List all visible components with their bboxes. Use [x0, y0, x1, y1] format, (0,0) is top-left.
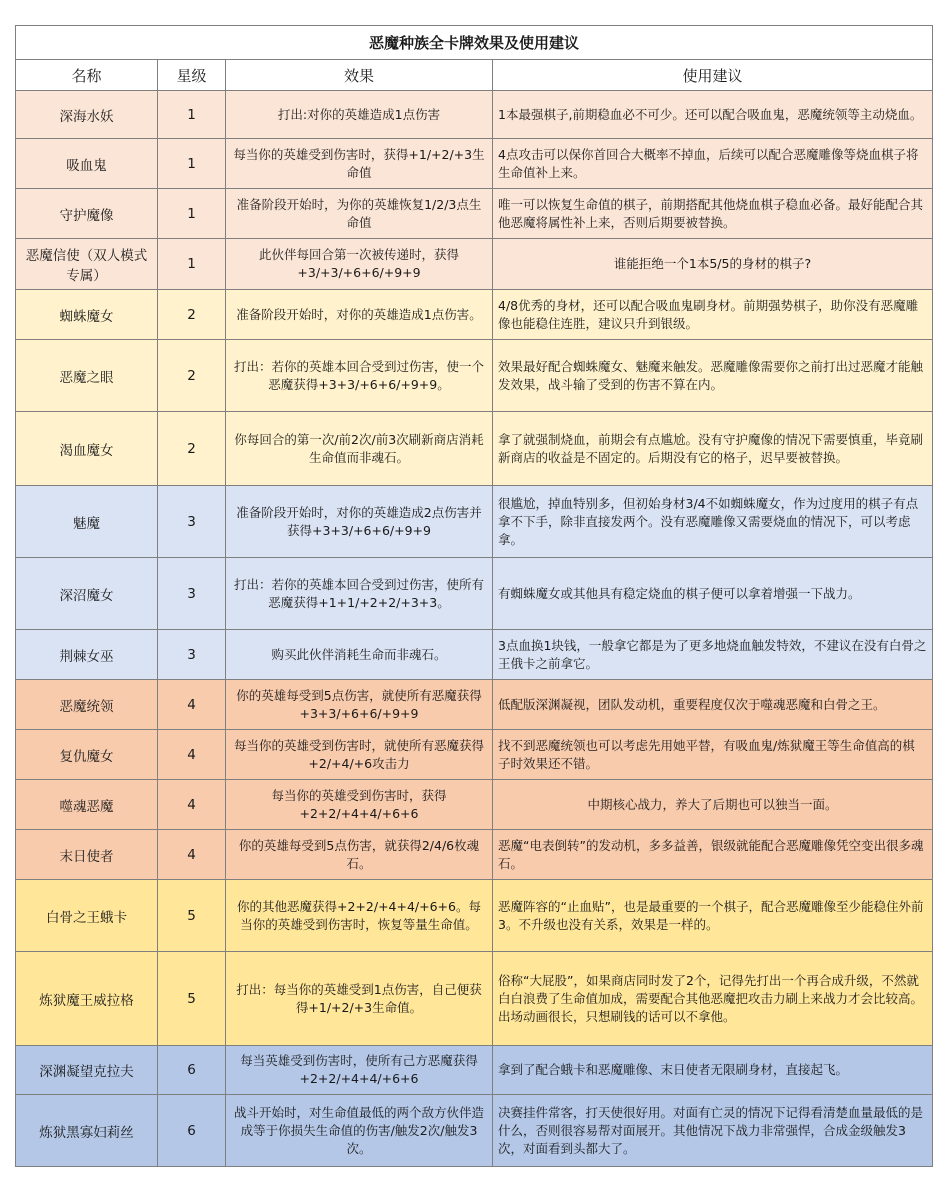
card-effect: 准备阶段开始时，对你的英雄造成2点伤害并获得+3+3/+6+6/+9+9	[226, 486, 493, 558]
card-effect: 你的英雄每受到5点伤害，就获得2/4/6枚魂石。	[226, 830, 493, 880]
card-name: 守护魔像	[16, 189, 158, 239]
table-row	[16, 1095, 933, 1167]
table-row	[16, 880, 933, 952]
usage-advice: 有蜘蛛魔女或其他具有稳定烧血的棋子便可以拿着增强一下战力。	[493, 558, 933, 630]
card-table-container	[15, 25, 932, 1167]
star-level: 2	[158, 412, 226, 486]
usage-advice: 找不到恶魔统领也可以考虑先用她平替，有吸血鬼/炼狱魔王等生命值高的棋子时效果还不错。	[493, 730, 933, 780]
table-row	[16, 486, 933, 558]
usage-advice: 恶魔“电表倒转”的发动机，多多益善，银级就能配合恶魔雕像凭空变出很多魂石。	[493, 830, 933, 880]
star-level: 3	[158, 630, 226, 680]
card-effect: 准备阶段开始时，为你的英雄恢复1/2/3点生命值	[226, 189, 493, 239]
card-effect: 打出:对你的英雄造成1点伤害	[226, 91, 493, 139]
card-name: 深沼魔女	[16, 558, 158, 630]
table-row	[16, 780, 933, 830]
card-effect: 你每回合的第一次/前2次/前3次刷新商店消耗生命值而非魂石。	[226, 412, 493, 486]
card-name: 荆棘女巫	[16, 630, 158, 680]
card-effect: 此伙伴每回合第一次被传递时，获得+3/+3/+6+6/+9+9	[226, 239, 493, 290]
table-row	[16, 730, 933, 780]
card-effect: 每当英雄受到伤害时，使所有己方恶魔获得+2+2/+4+4/+6+6	[226, 1046, 493, 1095]
usage-advice: 效果最好配合蜘蛛魔女、魅魔来触发。恶魔雕像需要你之前打出过恶魔才能触发效果，战斗输了受到的伤害不算在内。	[493, 340, 933, 412]
star-level: 5	[158, 880, 226, 952]
card-name: 蜘蛛魔女	[16, 290, 158, 340]
usage-advice: 拿了就强制烧血，前期会有点尴尬。没有守护魔像的情况下需要慎重，毕竟刷新商店的收益是不固定的。后期没有它的格子，迟早要被替换。	[493, 412, 933, 486]
table-row	[16, 340, 933, 412]
card-name: 渴血魔女	[16, 412, 158, 486]
usage-advice: 1本最强棋子,前期稳血必不可少。还可以配合吸血鬼，恶魔统领等主动烧血。	[493, 91, 933, 139]
table-row	[16, 558, 933, 630]
card-effect: 打出：若你的英雄本回合受到过伤害，使所有恶魔获得+1+1/+2+2/+3+3。	[226, 558, 493, 630]
star-level: 5	[158, 952, 226, 1046]
header-name: 名称	[16, 60, 158, 91]
card-effect: 你的英雄每受到5点伤害，就使所有恶魔获得+3+3/+6+6/+9+9	[226, 680, 493, 730]
card-effect: 战斗开始时，对生命值最低的两个敌方伙伴造成等于你损失生命值的伤害/触发2次/触发3次。	[226, 1095, 493, 1167]
card-name: 炼狱黑寡妇莉丝	[16, 1095, 158, 1167]
star-level: 2	[158, 340, 226, 412]
usage-advice: 拿到了配合蛾卡和恶魔雕像、末日使者无限刷身材，直接起飞。	[493, 1046, 933, 1095]
usage-advice: 唯一可以恢复生命值的棋子，前期搭配其他烧血棋子稳血必备。最好能配合其他恶魔将属性补上来，否则后期要被替换。	[493, 189, 933, 239]
table-body	[16, 91, 933, 1167]
table-row	[16, 680, 933, 730]
card-effect: 每当你的英雄受到伤害时，获得+1/+2/+3生命值	[226, 139, 493, 189]
star-level: 3	[158, 486, 226, 558]
usage-advice: 低配版深渊凝视，团队发动机，重要程度仅次于噬魂恶魔和白骨之王。	[493, 680, 933, 730]
star-level: 4	[158, 830, 226, 880]
star-level: 2	[158, 290, 226, 340]
star-level: 1	[158, 239, 226, 290]
card-name: 恶魔之眼	[16, 340, 158, 412]
table-title: 恶魔种族全卡牌效果及使用建议	[16, 26, 933, 60]
table-row	[16, 1046, 933, 1095]
star-level: 6	[158, 1046, 226, 1095]
card-name: 吸血鬼	[16, 139, 158, 189]
usage-advice: 3点血换1块钱，一般拿它都是为了更多地烧血触发特效，不建议在没有白骨之王俄卡之前拿它。	[493, 630, 933, 680]
table-row	[16, 830, 933, 880]
card-name: 噬魂恶魔	[16, 780, 158, 830]
star-level: 6	[158, 1095, 226, 1167]
usage-advice: 俗称“大屁股”，如果商店同时发了2个，记得先打出一个再合成升级，不然就白白浪费了生命值加成，需要配合其他恶魔把攻击力刷上来战力才会比较高。出场动画很长，只想刷钱的话可以不拿他。	[493, 952, 933, 1046]
card-name: 末日使者	[16, 830, 158, 880]
card-name: 白骨之王蛾卡	[16, 880, 158, 952]
card-effect: 每当你的英雄受到伤害时，就使所有恶魔获得+2/+4/+6攻击力	[226, 730, 493, 780]
table-row	[16, 239, 933, 290]
table-row	[16, 139, 933, 189]
header-advice: 使用建议	[493, 60, 933, 91]
star-level: 1	[158, 189, 226, 239]
card-effect: 准备阶段开始时，对你的英雄造成1点伤害。	[226, 290, 493, 340]
star-level: 4	[158, 730, 226, 780]
table-row	[16, 952, 933, 1046]
header-star: 星级	[158, 60, 226, 91]
usage-advice: 4/8优秀的身材，还可以配合吸血鬼刷身材。前期强势棋子，助你没有恶魔雕像也能稳住连胜，建议只升到银级。	[493, 290, 933, 340]
card-name: 魅魔	[16, 486, 158, 558]
card-effect: 你的其他恶魔获得+2+2/+4+4/+6+6。每当你的英雄受到伤害时，恢复等量生命值。	[226, 880, 493, 952]
card-name: 复仇魔女	[16, 730, 158, 780]
card-effect: 打出：每当你的英雄受到1点伤害，自己便获得+1/+2/+3生命值。	[226, 952, 493, 1046]
table-row	[16, 290, 933, 340]
table-row	[16, 630, 933, 680]
card-effect: 购买此伙伴消耗生命而非魂石。	[226, 630, 493, 680]
card-name: 恶魔信使（双人模式专属）	[16, 239, 158, 290]
card-name: 恶魔统领	[16, 680, 158, 730]
card-name: 深海水妖	[16, 91, 158, 139]
usage-advice: 4点攻击可以保你首回合大概率不掉血，后续可以配合恶魔雕像等烧血棋子将生命值补上来。	[493, 139, 933, 189]
star-level: 1	[158, 91, 226, 139]
usage-advice: 中期核心战力，养大了后期也可以独当一面。	[493, 780, 933, 830]
star-level: 4	[158, 680, 226, 730]
table-row	[16, 412, 933, 486]
header-effect: 效果	[226, 60, 493, 91]
card-name: 深渊凝望克拉夫	[16, 1046, 158, 1095]
usage-advice: 很尴尬，掉血特别多，但初始身材3/4不如蜘蛛魔女，作为过度用的棋子有点拿不下手，除非直接发两个。没有恶魔雕像又需要烧血的情况下，可以考虑拿。	[493, 486, 933, 558]
card-name: 炼狱魔王威拉格	[16, 952, 158, 1046]
table-row	[16, 91, 933, 139]
card-table	[15, 25, 933, 1167]
table-row	[16, 189, 933, 239]
usage-advice: 恶魔阵容的“止血贴”，也是最重要的一个棋子，配合恶魔雕像至少能稳住外前3。不升级也没有关系，效果是一样的。	[493, 880, 933, 952]
star-level: 4	[158, 780, 226, 830]
star-level: 1	[158, 139, 226, 189]
star-level: 3	[158, 558, 226, 630]
usage-advice: 谁能拒绝一个1本5/5的身材的棋子?	[493, 239, 933, 290]
usage-advice: 决赛挂件常客，打天使很好用。对面有亡灵的情况下记得看清楚血量最低的是什么，否则很容易帮对面展开。其他情况下战力非常强悍，合成金级触发3次，对面看到头都大了。	[493, 1095, 933, 1167]
card-effect: 每当你的英雄受到伤害时，获得+2+2/+4+4/+6+6	[226, 780, 493, 830]
card-effect: 打出：若你的英雄本回合受到过伤害，使一个恶魔获得+3+3/+6+6/+9+9。	[226, 340, 493, 412]
